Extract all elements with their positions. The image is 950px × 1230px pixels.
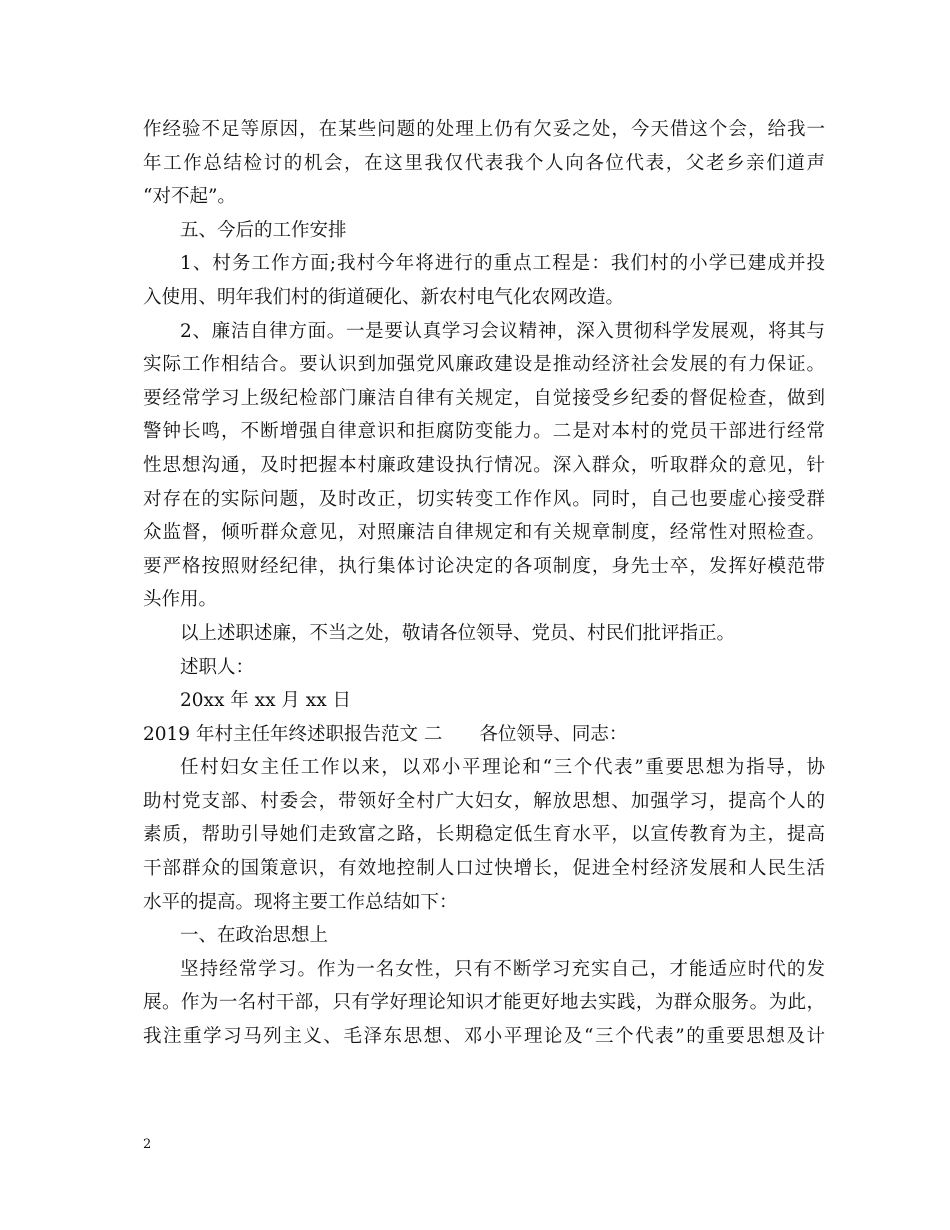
text-line: 五、今后的工作安排 bbox=[180, 219, 347, 241]
text-line: 要严格按照财经纪律，执行集体讨论决定的各项制度，身先士卒，发挥好模范带 bbox=[143, 555, 825, 577]
document-body bbox=[143, 113, 825, 1054]
text-line: 入使用、明年我们村的街道硬化、新农村电气化农网改造。 bbox=[143, 286, 625, 308]
text-line: 坚持经常学习。作为一名女性，只有不断学习充实自己，才能适应时代的发 bbox=[180, 958, 825, 980]
text-line: 众监督，倾听群众意见，对照廉洁自律规定和有关规章制度，经常性对照检查。 bbox=[143, 522, 825, 544]
text-line: 展。作为一名村干部，只有学好理论知识才能更好地去实践，为群众服务。为此， bbox=[143, 992, 825, 1014]
text-line: 干部群众的国策意识，有效地控制人口过快增长，促进全村经济发展和人民生活 bbox=[143, 858, 825, 880]
text-line: 对存在的实际问题，及时改正，切实转变工作作风。同时，自己也要虚心接受群 bbox=[143, 488, 825, 510]
text-line: 警钟长鸣，不断增强自律意识和拒腐防变能力。二是对本村的党员干部进行经常 bbox=[143, 421, 825, 443]
text-line: 水平的提高。现将主要工作总结如下： bbox=[143, 891, 458, 913]
text-line: 我注重学习马列主义、毛泽东思想、邓小平理论及“三个代表”的重要思想及计 bbox=[143, 1026, 825, 1048]
text-line: “对不起”。 bbox=[143, 186, 236, 208]
text-line: 述职人： bbox=[180, 656, 255, 678]
text-line: 头作用。 bbox=[143, 589, 218, 611]
text-line: 2、廉洁自律方面。一是要认真学习会议精神，深入贯彻科学发展观，将其与 bbox=[180, 320, 825, 342]
text-line: 素质，帮助引导她们走致富之路，长期稳定低生育水平，以宣传教育为主，提高 bbox=[143, 824, 825, 846]
text-line: 要经常学习上级纪检部门廉洁自律有关规定，自觉接受乡纪委的督促检查，做到 bbox=[143, 387, 825, 409]
text-line: 20xx 年 xx 月 xx 日 bbox=[180, 690, 352, 712]
text-line: 任村妇女主任工作以来，以邓小平理论和“三个代表”重要思想为指导，协 bbox=[180, 757, 825, 779]
text-line: 一、在政治思想上 bbox=[180, 925, 329, 947]
text-line: 年工作总结检讨的机会，在这里我仅代表我个人向各位代表，父老乡亲们道声 bbox=[143, 152, 825, 174]
text-line: 性思想沟通，及时把握本村廉政建设执行情况。深入群众，听取群众的意见，针 bbox=[143, 454, 825, 476]
text-line: 作经验不足等原因，在某些问题的处理上仍有欠妥之处，今天借这个会，给我一 bbox=[143, 119, 825, 140]
text-line: 以上述职述廉，不当之处，敬请各位领导、党员、村民们批评指正。 bbox=[180, 622, 736, 644]
text-line: 实际工作相结合。要认识到加强党风廉政建设是推动经济社会发展的有力保证。 bbox=[143, 354, 825, 376]
text-line: 助村党支部、村委会，带领好全村广大妇女，解放思想、加强学习，提高个人的 bbox=[143, 790, 825, 812]
page-number: 2 bbox=[143, 1137, 152, 1152]
text-line: 2019 年村主任年终述职报告范文 二 各位领导、同志： bbox=[143, 723, 628, 745]
text-line: 1、村务工作方面;我村今年将进行的重点工程是：我们村的小学已建成并投 bbox=[180, 253, 825, 275]
